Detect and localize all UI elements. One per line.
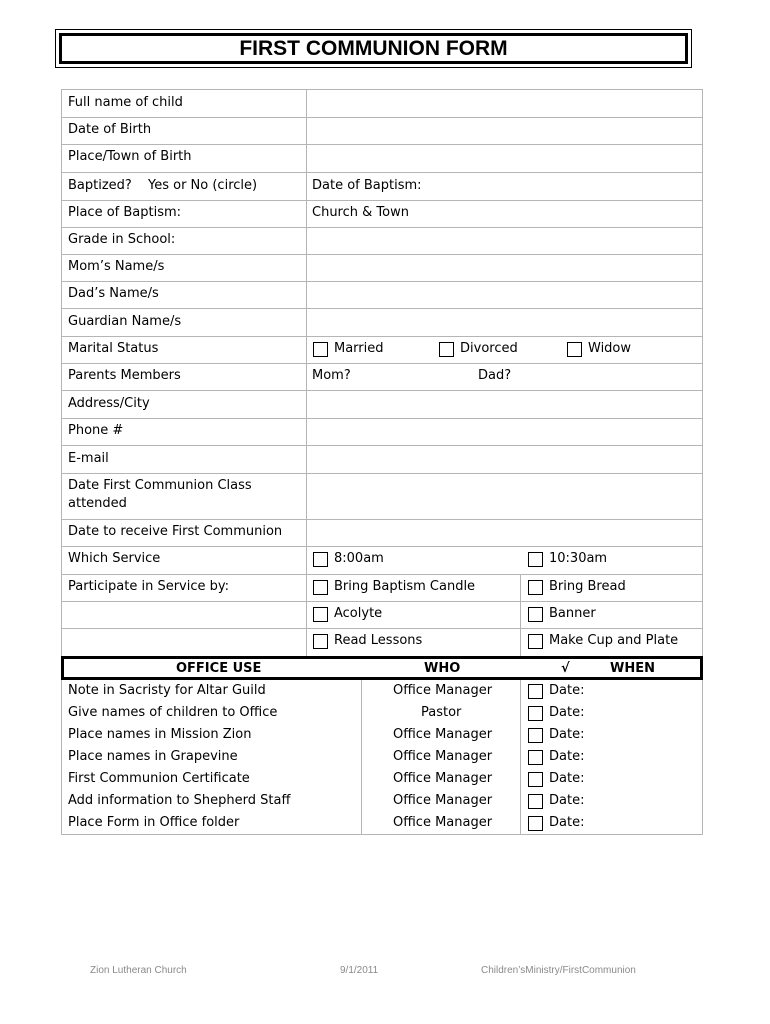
service-8am-label: 8:00am (334, 551, 384, 566)
office-date: Date: (549, 793, 585, 808)
office-task: Place names in Mission Zion (68, 727, 252, 742)
office-date: Date: (549, 705, 585, 720)
acolyte-checkbox[interactable] (313, 607, 328, 622)
read-lessons-checkbox[interactable] (313, 634, 328, 649)
office-checkbox[interactable] (528, 728, 543, 743)
label-grade: Grade in School: (68, 232, 176, 247)
office-who: Pastor (421, 705, 462, 720)
service-8am-checkbox[interactable] (313, 552, 328, 567)
office-checkbox[interactable] (528, 816, 543, 831)
office-who: Office Manager (393, 793, 493, 808)
label-date-of-baptism: Date of Baptism: (312, 178, 422, 193)
office-checkbox[interactable] (528, 706, 543, 721)
label-class-attended-1: Date First Communion Class (68, 478, 252, 493)
office-date: Date: (549, 683, 585, 698)
bring-bread-label: Bring Bread (549, 579, 626, 594)
service-1030-label: 10:30am (549, 551, 608, 566)
make-cup-checkbox[interactable] (528, 634, 543, 649)
footer-date: 9/1/2011 (340, 965, 379, 976)
label-phone: Phone # (68, 423, 124, 438)
office-who: Office Manager (393, 749, 493, 764)
office-date: Date: (549, 727, 585, 742)
dad-member-label: Dad? (478, 368, 512, 383)
married-checkbox[interactable] (313, 342, 328, 357)
label-email: E-mail (68, 451, 109, 466)
office-task: First Communion Certificate (68, 771, 250, 786)
label-address: Address/City (68, 396, 150, 411)
label-which-service: Which Service (68, 551, 161, 566)
office-who: Office Manager (393, 683, 493, 698)
label-church-town: Church & Town (312, 205, 409, 220)
service-1030-checkbox[interactable] (528, 552, 543, 567)
label-place-of-baptism: Place of Baptism: (68, 205, 182, 220)
office-date: Date: (549, 749, 585, 764)
footer-path: Children’sMinistry/FirstCommunion (481, 965, 636, 976)
office-date: Date: (549, 815, 585, 830)
label-participate: Participate in Service by: (68, 579, 230, 594)
bring-bread-checkbox[interactable] (528, 580, 543, 595)
acolyte-label: Acolyte (334, 606, 383, 621)
widow-label: Widow (588, 341, 632, 356)
label-dads-name: Dad’s Name/s (68, 286, 159, 301)
office-checkbox[interactable] (528, 772, 543, 787)
read-lessons-label: Read Lessons (334, 633, 423, 648)
banner-label: Banner (549, 606, 596, 621)
who-heading: WHO (424, 661, 461, 676)
office-who: Office Manager (393, 771, 493, 786)
banner-checkbox[interactable] (528, 607, 543, 622)
make-cup-label: Make Cup and Plate (549, 633, 679, 648)
label-baptized: Baptized? (68, 178, 132, 193)
office-use-heading: OFFICE USE (176, 661, 262, 676)
office-checkbox[interactable] (528, 750, 543, 765)
office-who: Office Manager (393, 815, 493, 830)
label-place-of-birth: Place/Town of Birth (68, 149, 192, 164)
label-guardian: Guardian Name/s (68, 314, 182, 329)
married-label: Married (334, 341, 384, 356)
divorced-label: Divorced (460, 341, 518, 356)
check-heading: √ (561, 661, 570, 676)
office-checkbox[interactable] (528, 684, 543, 699)
office-task: Place names in Grapevine (68, 749, 238, 764)
footer-church: Zion Lutheran Church (90, 965, 187, 976)
divorced-checkbox[interactable] (439, 342, 454, 357)
office-use-header (61, 656, 703, 680)
mom-member-label: Mom? (312, 368, 351, 383)
when-heading: WHEN (610, 661, 655, 676)
label-date-of-birth: Date of Birth (68, 122, 152, 137)
office-task: Add information to Shepherd Staff (68, 793, 291, 808)
office-checkbox[interactable] (528, 794, 543, 809)
office-task: Place Form in Office folder (68, 815, 240, 830)
title-box (55, 29, 692, 68)
label-marital-status: Marital Status (68, 341, 159, 356)
label-moms-name: Mom’s Name/s (68, 259, 165, 274)
label-date-receive: Date to receive First Communion (68, 524, 283, 539)
widow-checkbox[interactable] (567, 342, 582, 357)
form-title: FIRST COMMUNION FORM (59, 33, 688, 64)
office-task: Note in Sacristy for Altar Guild (68, 683, 266, 698)
baptism-candle-label: Bring Baptism Candle (334, 579, 476, 594)
baptism-candle-checkbox[interactable] (313, 580, 328, 595)
label-class-attended-2: attended (68, 496, 127, 511)
office-task: Give names of children to Office (68, 705, 278, 720)
office-who: Office Manager (393, 727, 493, 742)
label-parents-members: Parents Members (68, 368, 181, 383)
office-date: Date: (549, 771, 585, 786)
label-full-name: Full name of child (68, 95, 183, 110)
baptized-options: Yes or No (circle) (148, 178, 258, 193)
